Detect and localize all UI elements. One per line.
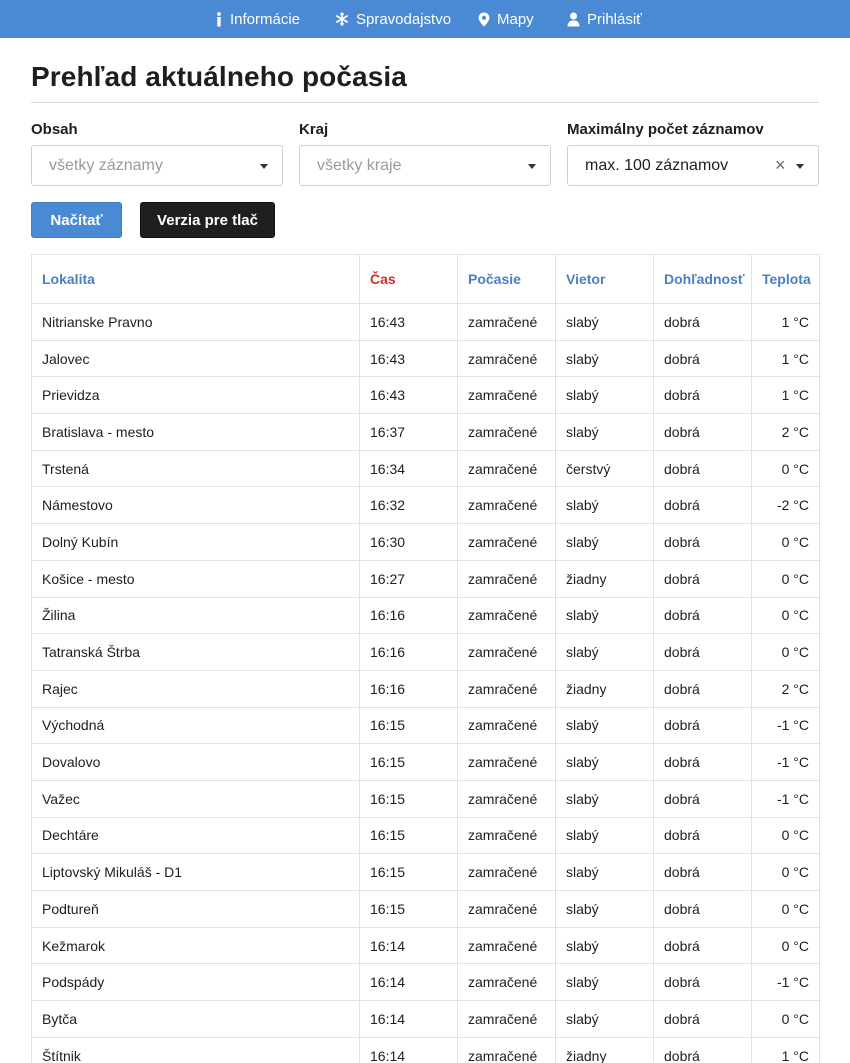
wind-cell: slabý <box>556 414 654 451</box>
temperature-cell: 2 °C <box>752 670 820 707</box>
visibility-cell: dobrá <box>654 487 752 524</box>
visibility-cell: dobrá <box>654 377 752 414</box>
location-cell: Bytča <box>32 1001 360 1038</box>
nav-item-mapy[interactable] <box>478 0 534 38</box>
wind-cell: slabý <box>556 634 654 671</box>
wind-cell: slabý <box>556 524 654 561</box>
time-cell: 16:43 <box>360 377 458 414</box>
column-header-dohladnost[interactable]: Dohľadnosť <box>654 255 752 304</box>
region-select[interactable] <box>299 145 551 186</box>
visibility-cell: dobrá <box>654 817 752 854</box>
weather-cell: zamračené <box>458 891 556 928</box>
nav-item-label: Mapy <box>497 10 534 28</box>
time-cell: 16:15 <box>360 891 458 928</box>
table-row <box>32 414 820 451</box>
temperature-cell: 2 °C <box>752 414 820 451</box>
temperature-cell: -2 °C <box>752 487 820 524</box>
location-cell: Dovalovo <box>32 744 360 781</box>
column-header-pocasie[interactable]: Počasie <box>458 255 556 304</box>
weather-cell: zamračené <box>458 927 556 964</box>
location-cell: Podspády <box>32 964 360 1001</box>
chevron-down-icon <box>260 164 268 169</box>
weather-cell: zamračené <box>458 634 556 671</box>
location-cell: Námestovo <box>32 487 360 524</box>
table-row <box>32 597 820 634</box>
location-cell: Podtureň <box>32 891 360 928</box>
chevron-down-icon <box>528 164 536 169</box>
visibility-cell: dobrá <box>654 927 752 964</box>
table-row <box>32 1037 820 1063</box>
nav-item-label: Informácie <box>230 10 301 28</box>
temperature-cell: 0 °C <box>752 560 820 597</box>
info-icon <box>215 12 223 27</box>
time-cell: 16:15 <box>360 707 458 744</box>
visibility-cell: dobrá <box>654 634 752 671</box>
table-body <box>32 304 820 1063</box>
table-row <box>32 634 820 671</box>
weather-cell: zamračené <box>458 780 556 817</box>
temperature-cell: 1 °C <box>752 304 820 341</box>
table-row <box>32 340 820 377</box>
weather-cell: zamračené <box>458 744 556 781</box>
location-cell: Rajec <box>32 670 360 707</box>
column-header-vietor[interactable]: Vietor <box>556 255 654 304</box>
weather-cell: zamračené <box>458 560 556 597</box>
table-row <box>32 450 820 487</box>
time-cell: 16:14 <box>360 927 458 964</box>
region-filter-label: Kraj <box>299 121 329 138</box>
visibility-cell: dobrá <box>654 670 752 707</box>
weather-cell: zamračené <box>458 450 556 487</box>
visibility-cell: dobrá <box>654 854 752 891</box>
column-header-lokalita[interactable]: Lokalita <box>32 255 360 304</box>
weather-table <box>31 254 820 1063</box>
visibility-cell: dobrá <box>654 560 752 597</box>
time-cell: 16:32 <box>360 487 458 524</box>
time-cell: 16:14 <box>360 964 458 1001</box>
temperature-cell: 0 °C <box>752 927 820 964</box>
weather-cell: zamračené <box>458 854 556 891</box>
temperature-cell: 1 °C <box>752 340 820 377</box>
region-select-placeholder: všetky kraje <box>317 157 402 174</box>
temperature-cell: 0 °C <box>752 524 820 561</box>
nav-item-spravodajstvo[interactable] <box>335 0 451 38</box>
temperature-cell: 0 °C <box>752 450 820 487</box>
weather-cell: zamračené <box>458 524 556 561</box>
wind-cell: slabý <box>556 780 654 817</box>
weather-cell: zamračené <box>458 414 556 451</box>
location-cell: Kežmarok <box>32 927 360 964</box>
content-select[interactable] <box>31 145 283 186</box>
table-row <box>32 487 820 524</box>
time-cell: 16:14 <box>360 1037 458 1063</box>
table-row <box>32 780 820 817</box>
wind-cell: slabý <box>556 817 654 854</box>
wind-cell: slabý <box>556 744 654 781</box>
weather-cell: zamračené <box>458 377 556 414</box>
temperature-cell: 0 °C <box>752 634 820 671</box>
time-cell: 16:15 <box>360 744 458 781</box>
top-navbar <box>0 0 850 38</box>
table-row <box>32 707 820 744</box>
max-records-label: Maximálny počet záznamov <box>567 121 764 138</box>
weather-cell: zamračené <box>458 964 556 1001</box>
time-cell: 16:34 <box>360 450 458 487</box>
print-version-button[interactable]: Verzia pre tlač <box>140 202 275 238</box>
table-row <box>32 1001 820 1038</box>
temperature-cell: 0 °C <box>752 891 820 928</box>
wind-cell: slabý <box>556 1001 654 1038</box>
location-cell: Tatranská Štrba <box>32 634 360 671</box>
nav-item-label: Spravodajstvo <box>356 10 452 28</box>
location-cell: Žilina <box>32 597 360 634</box>
content-select-placeholder: všetky záznamy <box>49 157 163 174</box>
wind-cell: slabý <box>556 597 654 634</box>
table-row <box>32 670 820 707</box>
wind-cell: žiadny <box>556 1037 654 1063</box>
weather-cell: zamračené <box>458 1001 556 1038</box>
user-icon <box>567 12 580 27</box>
table-row <box>32 560 820 597</box>
visibility-cell: dobrá <box>654 597 752 634</box>
clear-icon[interactable]: × <box>775 155 786 175</box>
time-cell: 16:15 <box>360 854 458 891</box>
wind-cell: žiadny <box>556 560 654 597</box>
max-records-select[interactable] <box>567 145 819 186</box>
temperature-cell: 0 °C <box>752 817 820 854</box>
wind-cell: slabý <box>556 891 654 928</box>
weather-cell: zamračené <box>458 817 556 854</box>
table-row <box>32 927 820 964</box>
weather-table-container <box>31 254 819 1063</box>
table-row <box>32 854 820 891</box>
table-row <box>32 891 820 928</box>
wind-cell: slabý <box>556 854 654 891</box>
wind-cell: slabý <box>556 964 654 1001</box>
wind-cell: slabý <box>556 927 654 964</box>
temperature-cell: 0 °C <box>752 1001 820 1038</box>
location-cell: Východná <box>32 707 360 744</box>
time-cell: 16:16 <box>360 597 458 634</box>
weather-cell: zamračené <box>458 487 556 524</box>
wind-cell: slabý <box>556 487 654 524</box>
wind-cell: čerstvý <box>556 450 654 487</box>
visibility-cell: dobrá <box>654 744 752 781</box>
location-cell: Važec <box>32 780 360 817</box>
page-title: Prehľad aktuálneho počasia <box>31 61 407 92</box>
snowflake-icon <box>335 12 349 26</box>
load-button[interactable]: Načítať <box>31 202 122 238</box>
wind-cell: žiadny <box>556 670 654 707</box>
weather-cell: zamračené <box>458 670 556 707</box>
time-cell: 16:37 <box>360 414 458 451</box>
max-records-value: max. 100 záznamov <box>585 157 729 174</box>
visibility-cell: dobrá <box>654 340 752 377</box>
location-cell: Dechtáre <box>32 817 360 854</box>
location-cell: Nitrianske Pravno <box>32 304 360 341</box>
temperature-cell: 1 °C <box>752 377 820 414</box>
temperature-cell: -1 °C <box>752 707 820 744</box>
wind-cell: slabý <box>556 304 654 341</box>
visibility-cell: dobrá <box>654 1037 752 1063</box>
table-row <box>32 817 820 854</box>
title-divider <box>31 102 819 103</box>
location-cell: Jalovec <box>32 340 360 377</box>
time-cell: 16:16 <box>360 634 458 671</box>
temperature-cell: -1 °C <box>752 964 820 1001</box>
temperature-cell: -1 °C <box>752 780 820 817</box>
temperature-cell: 0 °C <box>752 597 820 634</box>
wind-cell: slabý <box>556 377 654 414</box>
time-cell: 16:15 <box>360 817 458 854</box>
location-cell: Dolný Kubín <box>32 524 360 561</box>
wind-cell: slabý <box>556 340 654 377</box>
map-pin-icon <box>478 12 490 27</box>
weather-cell: zamračené <box>458 1037 556 1063</box>
wind-cell: slabý <box>556 707 654 744</box>
nav-item-informacie[interactable] <box>215 0 300 38</box>
time-cell: 16:27 <box>360 560 458 597</box>
nav-item-prihlasit[interactable] <box>567 0 642 38</box>
weather-cell: zamračené <box>458 340 556 377</box>
location-cell: Štítnik <box>32 1037 360 1063</box>
visibility-cell: dobrá <box>654 1001 752 1038</box>
location-cell: Trstená <box>32 450 360 487</box>
nav-item-label: Prihlásiť <box>587 10 642 28</box>
temperature-cell: 1 °C <box>752 1037 820 1063</box>
content-filter-label: Obsah <box>31 121 78 138</box>
visibility-cell: dobrá <box>654 780 752 817</box>
table-row <box>32 964 820 1001</box>
visibility-cell: dobrá <box>654 304 752 341</box>
time-cell: 16:16 <box>360 670 458 707</box>
table-row <box>32 744 820 781</box>
table-row <box>32 304 820 341</box>
weather-cell: zamračené <box>458 597 556 634</box>
weather-cell: zamračené <box>458 304 556 341</box>
time-cell: 16:43 <box>360 304 458 341</box>
table-row <box>32 377 820 414</box>
table-header-row <box>32 255 820 304</box>
column-header-cas[interactable]: Čas <box>360 255 458 304</box>
chevron-down-icon <box>796 164 804 169</box>
visibility-cell: dobrá <box>654 450 752 487</box>
table-row <box>32 524 820 561</box>
time-cell: 16:15 <box>360 780 458 817</box>
temperature-cell: 0 °C <box>752 854 820 891</box>
visibility-cell: dobrá <box>654 964 752 1001</box>
temperature-cell: -1 °C <box>752 744 820 781</box>
location-cell: Prievidza <box>32 377 360 414</box>
weather-cell: zamračené <box>458 707 556 744</box>
visibility-cell: dobrá <box>654 707 752 744</box>
visibility-cell: dobrá <box>654 414 752 451</box>
column-header-teplota[interactable]: Teplota <box>752 255 820 304</box>
time-cell: 16:30 <box>360 524 458 561</box>
location-cell: Košice - mesto <box>32 560 360 597</box>
time-cell: 16:43 <box>360 340 458 377</box>
visibility-cell: dobrá <box>654 524 752 561</box>
location-cell: Bratislava - mesto <box>32 414 360 451</box>
visibility-cell: dobrá <box>654 891 752 928</box>
time-cell: 16:14 <box>360 1001 458 1038</box>
location-cell: Liptovský Mikuláš - D1 <box>32 854 360 891</box>
